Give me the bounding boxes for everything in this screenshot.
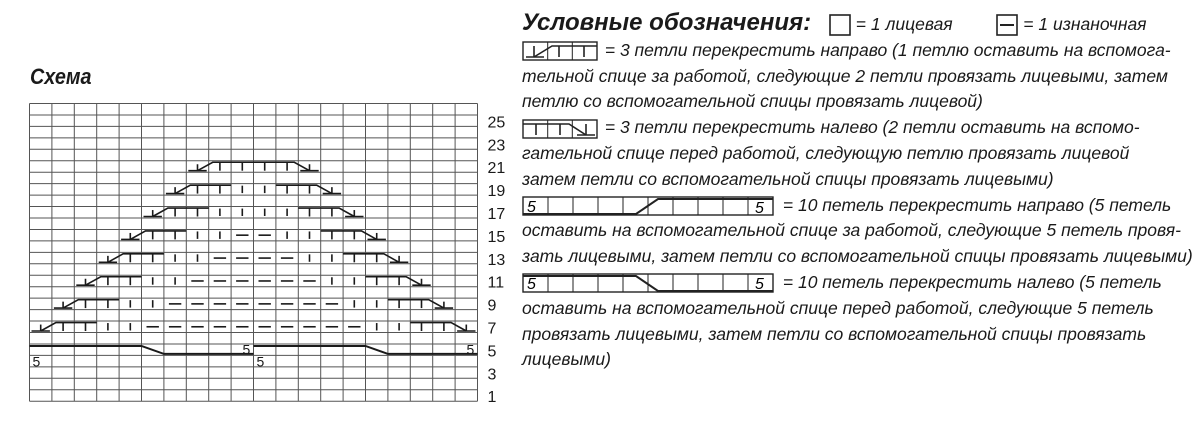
row-number: 25 (487, 114, 506, 132)
row-number: 1 (487, 389, 497, 407)
cross-3-right-mark (41, 323, 97, 331)
cross-3-left-mark (298, 208, 354, 216)
legend-cross3l-line-3: затем петли со вспомогательной спицы провязать лицевыми) (522, 168, 1054, 189)
legend-cross3r-line-2: тельной спице за работой, следующие 2 петли провязать лицевыми, затем (522, 65, 1168, 86)
cross-3-left-icon (522, 118, 600, 140)
row-number: 11 (487, 274, 505, 292)
legend-cross3r-line-3: петлю со вспомогательной спицы провязать лицевой) (522, 91, 983, 112)
knit-symbol-icon (829, 14, 851, 36)
row-number: 13 (487, 251, 506, 269)
knitting-chart (0, 0, 520, 422)
legend (522, 10, 1196, 373)
cross-3-left-mark (410, 323, 466, 331)
cable-10l-label-right: 5 (755, 276, 764, 294)
legend-knit: = 1 лицевая (855, 14, 953, 34)
legend-cross10l-line-2: оставить на вспомогательной спице перед работой, следующие 5 петель (522, 297, 1154, 318)
legend-title: Условные обозначения: (522, 9, 812, 36)
cross-3-right-mark (198, 162, 254, 170)
cross-10-right-icon (522, 195, 778, 217)
row-number: 9 (487, 297, 497, 315)
cross-3-right-mark (130, 231, 186, 239)
legend-cross10r-line-2: оставить на вспомогательной спице за работой, следующие 5 петель провя- (522, 220, 1181, 241)
cable-count-label: 5 (466, 341, 475, 358)
legend-line (522, 270, 1196, 296)
cross-3-left-mark (276, 185, 332, 193)
row-number: 5 (487, 343, 497, 361)
cable-10r-label-right: 5 (755, 199, 764, 217)
cable-count-label: 5 (32, 353, 41, 370)
legend-cross10l-line-4: лицевыми) (522, 349, 611, 370)
legend-cross3r-line-1: = 3 петли перекрестить направо (1 петлю оставить на вспомога- (604, 39, 1171, 60)
legend-cross10r-line-3: зать лицевыми, затем петли со вспомогательной спицы провязать лицевыми) (522, 246, 1193, 267)
legend-cross3l-line-2: гательной спице перед работой, следующую петлю провязать лицевой (522, 142, 1130, 163)
cross-3-right-icon (522, 40, 600, 62)
legend-header-line (522, 10, 1196, 38)
legend-cross10l-line-1: = 10 петель перекрестить налево (5 петель (782, 271, 1162, 292)
legend-cross10l-line-3: провязать лицевыми, затем петли со вспомогательной спицы провязать (522, 323, 1147, 344)
row-number: 15 (487, 228, 506, 246)
cable-count-label: 5 (242, 341, 251, 358)
legend-purl: = 1 изнаночная (1023, 14, 1147, 34)
cross-3-right-mark (108, 254, 164, 262)
purl-symbol-icon (996, 14, 1018, 36)
cross-3-right-mark (86, 277, 142, 285)
legend-line (522, 38, 1196, 64)
legend-cross10r-line-1: = 10 петель перекрестить направо (5 петель (782, 194, 1172, 215)
scheme-title: Схема (30, 64, 92, 89)
legend-cross3l-line-1: = 3 петли перекрестить налево (2 петли оставить на вспомо- (604, 117, 1140, 138)
legend-line (522, 115, 1196, 141)
cross-3-right-mark (153, 208, 209, 216)
cross-3-left-mark (388, 300, 444, 308)
cross-3-right-mark (63, 300, 119, 308)
cross-3-left-mark (254, 162, 310, 170)
row-number: 21 (487, 160, 506, 178)
row-number: 3 (487, 366, 497, 384)
cross-3-left-mark (366, 277, 422, 285)
row-number: 23 (487, 137, 506, 155)
row-number: 19 (487, 183, 506, 201)
cable-10r-label-left: 5 (527, 198, 536, 216)
row-number: 7 (487, 320, 497, 338)
cross-3-right-mark (175, 185, 231, 193)
legend-line (522, 193, 1196, 219)
cross-3-left-mark (321, 231, 377, 239)
row-number: 17 (487, 206, 506, 223)
cross-10-left-icon (522, 272, 778, 294)
cable-count-label: 5 (256, 353, 265, 370)
cable-10l-label-left: 5 (527, 276, 536, 294)
cross-3-left-mark (343, 254, 399, 262)
